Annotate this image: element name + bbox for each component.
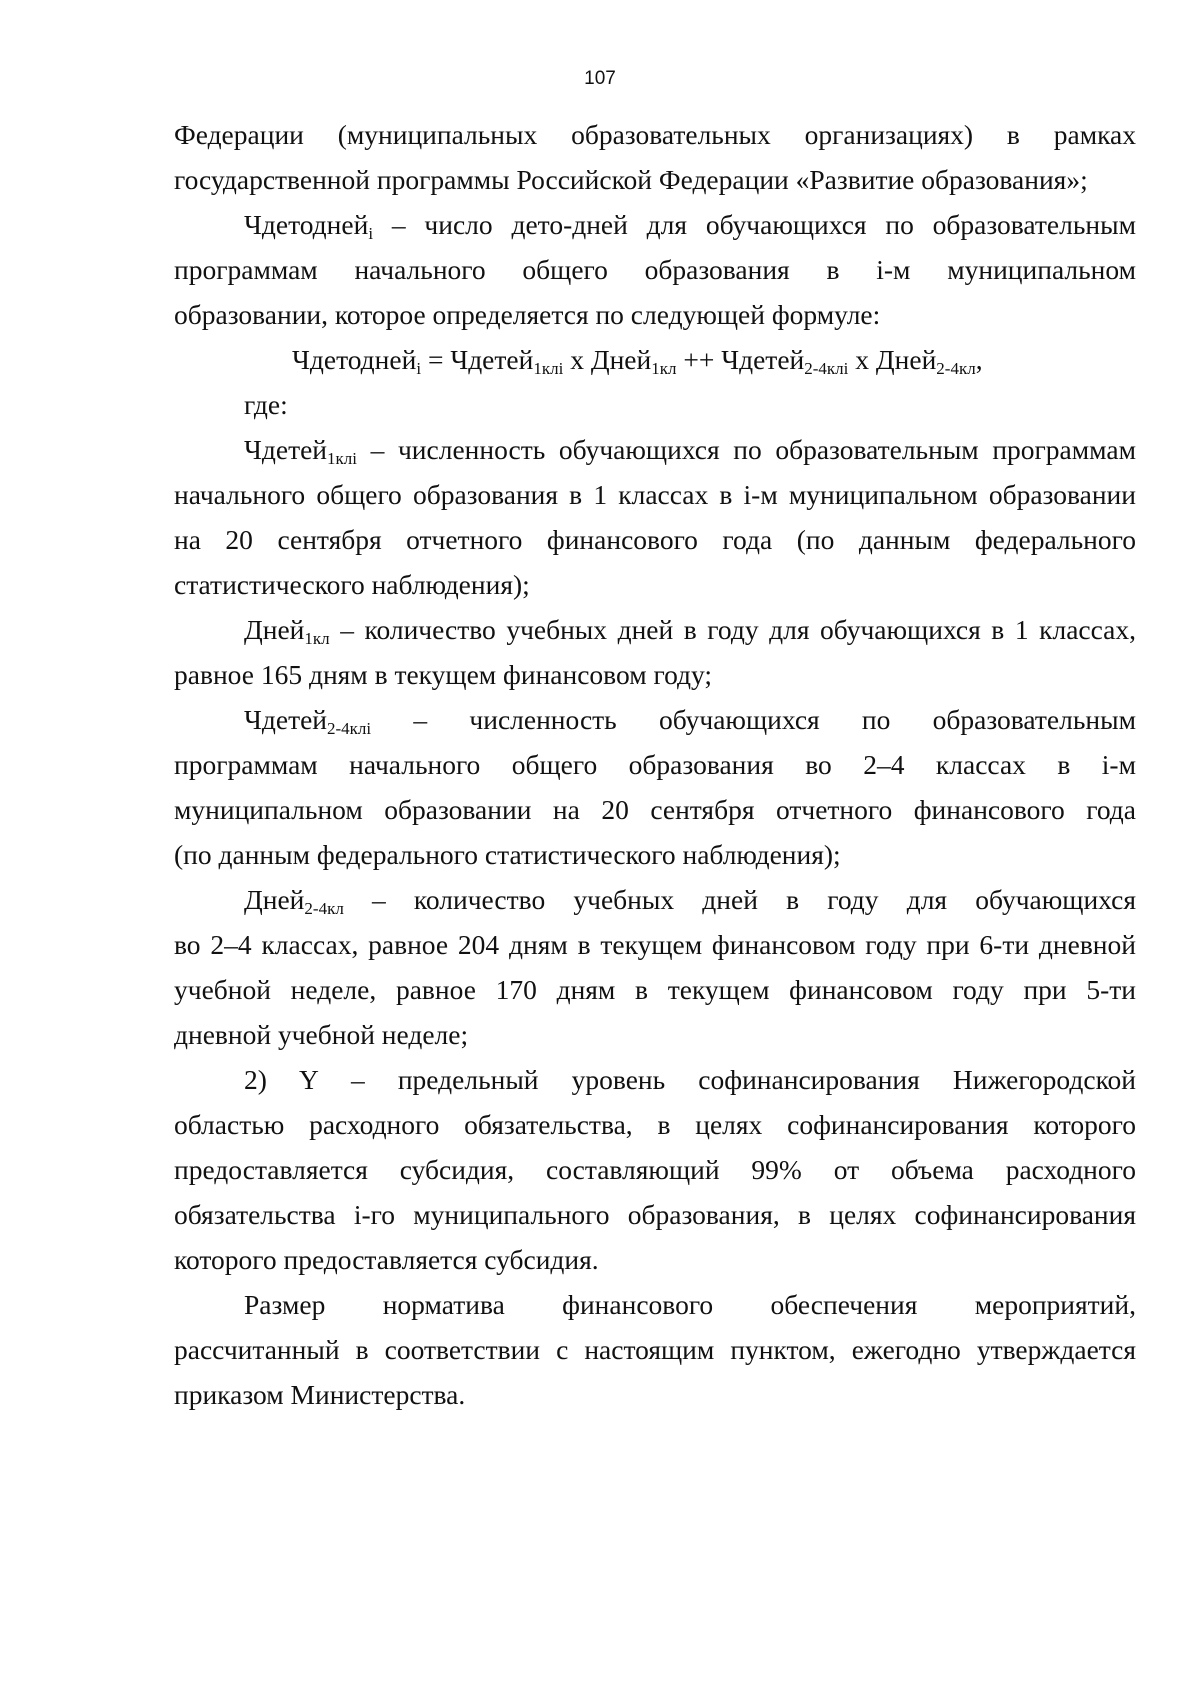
- definition-line: [244, 703, 1136, 737]
- page-number: 107: [584, 68, 616, 89]
- definition-line: [244, 433, 1136, 467]
- formula-part: ++ Чдетей: [676, 344, 805, 375]
- text-line: образовании, которое определяется по следующей формуле:: [174, 299, 881, 330]
- text-line: (по данным федерального статистического наблюдения);: [174, 839, 841, 870]
- definition-line: [244, 613, 1136, 647]
- definition-text: – количество учебных дней в году для обучающихся в 1 классах,: [329, 614, 1136, 645]
- formula-subscript: 1кл: [651, 359, 677, 378]
- definition-text: – численность обучающихся по образовательным программам: [356, 434, 1136, 465]
- formula-part: х Дней: [563, 344, 652, 375]
- formula-part: Чдетодней: [292, 344, 417, 375]
- text-line: программам начального общего образования в i-м муниципальном: [174, 254, 1136, 285]
- text-line: программам начального общего образования во 2–4 классах в i-м: [174, 749, 1136, 780]
- formula-part: х Дней: [848, 344, 937, 375]
- term: Чдетей: [244, 704, 328, 735]
- term: Чдетей: [244, 434, 328, 465]
- term: Дней: [244, 614, 305, 645]
- term-subscript: i: [368, 224, 374, 243]
- formula-part: ,: [975, 344, 983, 375]
- definition-line: [244, 208, 1136, 242]
- term-subscript: 2-4клi: [327, 719, 372, 738]
- text-line: Федерации (муниципальных образовательных организациях) в рамках: [174, 119, 1136, 150]
- text-line: предоставляется субсидия, составляющий 99% от объема расходного: [174, 1154, 1136, 1185]
- term-subscript: 1клi: [327, 449, 357, 468]
- formula-subscript: 1клi: [533, 359, 564, 378]
- formula-part: = Чдетей: [421, 344, 534, 375]
- text-line: дневной учебной неделе;: [174, 1019, 469, 1050]
- definition-line: [244, 883, 1136, 917]
- text-line: областью расходного обязательства, в целях софинансирования которого: [174, 1109, 1136, 1140]
- formula-subscript: 2-4кл: [936, 359, 976, 378]
- text-line: государственной программы Российской Федерации «Развитие образования»;: [174, 164, 1088, 195]
- text-line: статистического наблюдения);: [174, 569, 530, 600]
- term-subscript: 2-4кл: [304, 899, 344, 918]
- term-subscript: 1кл: [304, 629, 330, 648]
- formula: [292, 343, 983, 377]
- text-line: муниципальном образовании на 20 сентября отчетного финансового года: [174, 794, 1136, 825]
- text-line: равное 165 дням в текущем финансовом году;: [174, 659, 713, 690]
- text-line: 2) Y – предельный уровень софинансирования Нижегородской: [244, 1064, 1136, 1095]
- definition-text: – число дето-дней для обучающихся по образовательным: [373, 209, 1136, 240]
- text-line: рассчитанный в соответствии с настоящим пунктом, ежегодно утверждается: [174, 1334, 1136, 1365]
- term: Чдетодней: [244, 209, 369, 240]
- formula-subscript: 2-4клi: [804, 359, 849, 378]
- term: Дней: [244, 884, 305, 915]
- text-line: на 20 сентября отчетного финансового года (по данным федерального: [174, 524, 1136, 555]
- text-line: которого предоставляется субсидия.: [174, 1244, 599, 1275]
- text-line: приказом Министерства.: [174, 1379, 466, 1410]
- definition-text: – количество учебных дней в году для обучающихся: [343, 884, 1136, 915]
- text-line: во 2–4 классах, равное 204 дням в текущем финансовом году при 6-ти дневной: [174, 929, 1136, 960]
- text-line: учебной неделе, равное 170 дням в текущем финансовом году при 5-ти: [174, 974, 1136, 1005]
- definition-text: – численность обучающихся по образовательным: [371, 704, 1136, 735]
- text-line: обязательства i-го муниципального образования, в целях софинансирования: [174, 1199, 1136, 1230]
- text-line: начального общего образования в 1 классах в i-м муниципальном образовании: [174, 479, 1136, 510]
- text-line: Размер норматива финансового обеспечения мероприятий,: [244, 1289, 1136, 1320]
- where-label: где:: [244, 389, 288, 420]
- formula-subscript: i: [416, 359, 422, 378]
